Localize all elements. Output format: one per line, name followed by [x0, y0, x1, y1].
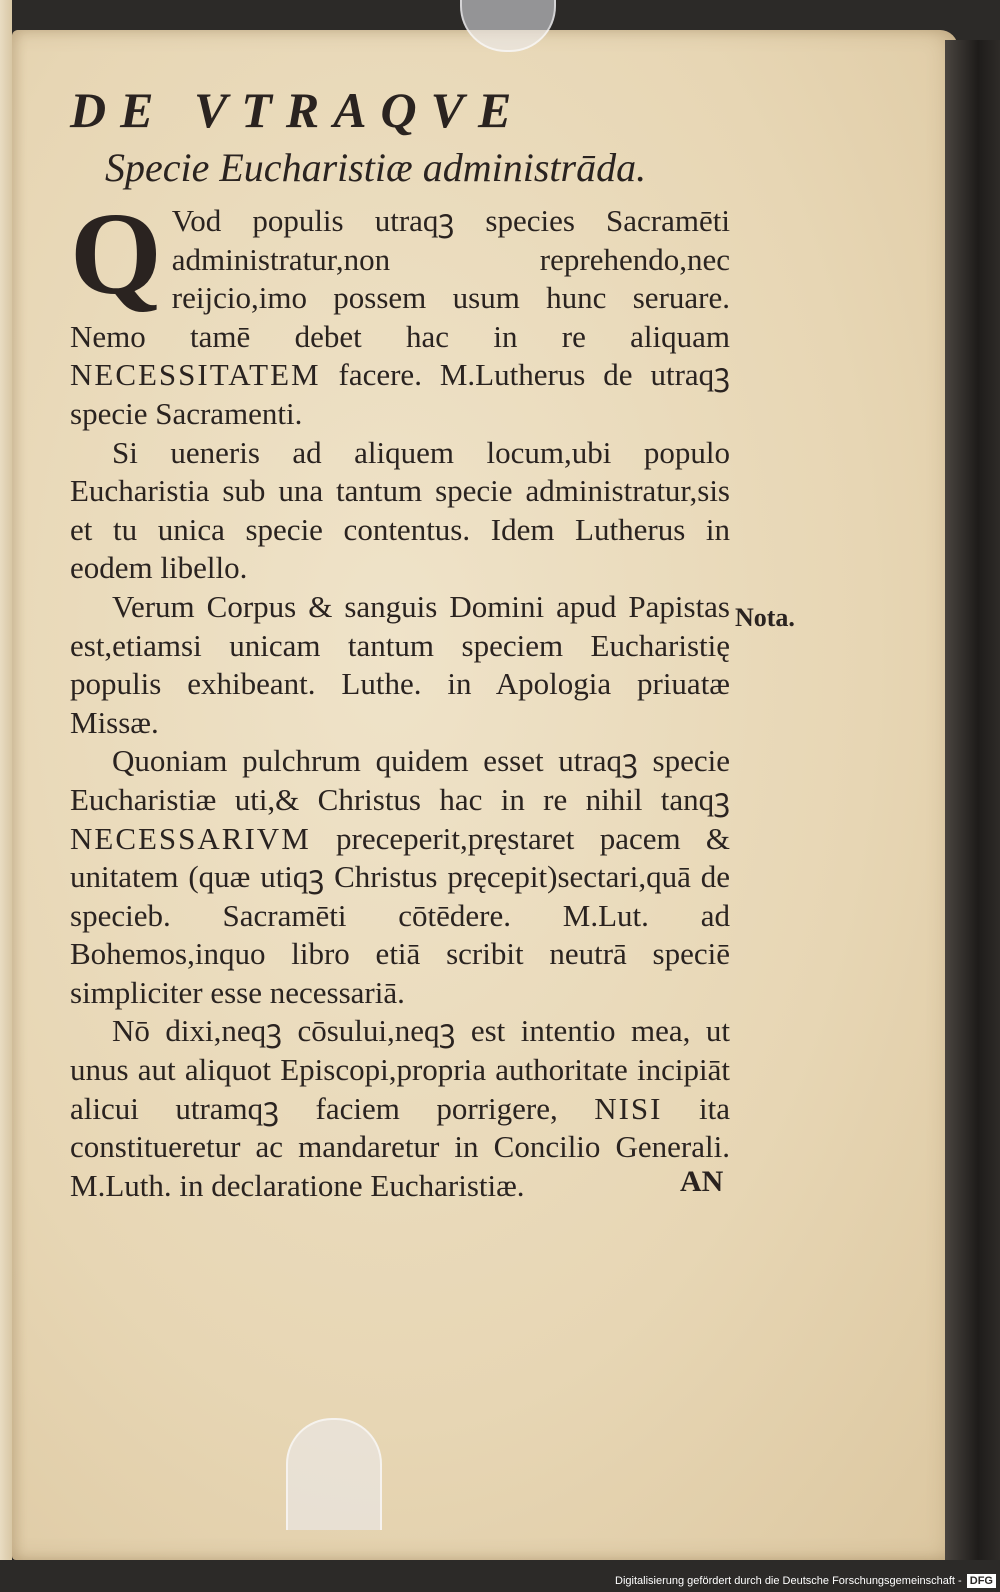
paragraph-1-text-a: Vod populis utraqꝫ species Sacramēti administratur,non reprehendo,nec reijcio,imo possem usum hunc seruare. Nemo tamē debet hac in re aliquam — [70, 203, 730, 354]
paragraph-4-text-a: Quoniam pulchrum quidem esset utraqꝫ specie Eucharistiæ uti,& Christus hac in re nihil tanqꝫ — [70, 743, 730, 817]
paragraph-3: Verum Corpus & sanguis Domini apud Papistas est,etiamsi unicam tantum speciem Eucharistię populis exhibeant. Luthe. in Apologia priuatæ Missæ. — [70, 588, 730, 740]
paragraph-1-emphasis: NECESSITATEM — [70, 357, 321, 393]
paragraph-1 — [70, 188, 730, 434]
catchword: AN — [680, 1165, 724, 1198]
page-clip-bottom — [286, 1418, 382, 1530]
paragraph-2: Si ueneris ad aliquem locum,ubi populo Eucharistia sub una tantum specie administratur,sis et tu unica specie contentus. Idem Lutherus in eodem libello. — [70, 434, 730, 586]
paragraph-4 — [70, 742, 730, 1012]
paragraph-5 — [70, 1012, 730, 1205]
paragraph-5-text-a: Nō dixi,neqꝫ cōsului,neqꝫ est intentio mea, ut unus aut aliquot Episcopi,propria authoritate incipiāt alicui utramqꝫ faciem porrigere, — [70, 1013, 730, 1126]
digitization-footer — [590, 1572, 996, 1590]
drop-cap: Q — [70, 188, 162, 319]
paragraph-5-emphasis: NISI — [594, 1090, 663, 1126]
footer-text: Digitalisierung gefördert durch die Deutsche Forschungsgemeinschaft - — [615, 1575, 962, 1587]
paragraph-5-text-b: ita constitueretur ac mandaretur in Concilio Generali. M.Luth. in declaratione Eucharistiæ. — [70, 1090, 730, 1203]
title-line-1: DE VTRAQVE — [70, 82, 526, 138]
page-text-block — [70, 80, 730, 1205]
book-cover-edge — [945, 40, 1000, 1560]
paragraph-4-text-b: preceperit,pręstaret pacem & unitatem (quæ utiqꝫ Christus pręcepit)sectari,quā de specieb. Sacramēti cōtēdere. M.Lut. ad Bohemos,inquo libro etiā scribit neutrā speciē simpliciter esse necessariā. — [70, 820, 730, 1010]
paragraph-1-text-b: facere. M.Lutherus de utraqꝫ specie Sacramenti. — [70, 357, 730, 431]
dfg-logo: DFG — [967, 1574, 996, 1588]
margin-note: Nota. — [735, 603, 795, 632]
paragraph-4-emphasis: NECESSARIVM — [70, 820, 311, 856]
title-line-2: Specie Eucharistiæ administrāda. — [105, 145, 647, 190]
left-page-edge — [0, 0, 12, 1560]
